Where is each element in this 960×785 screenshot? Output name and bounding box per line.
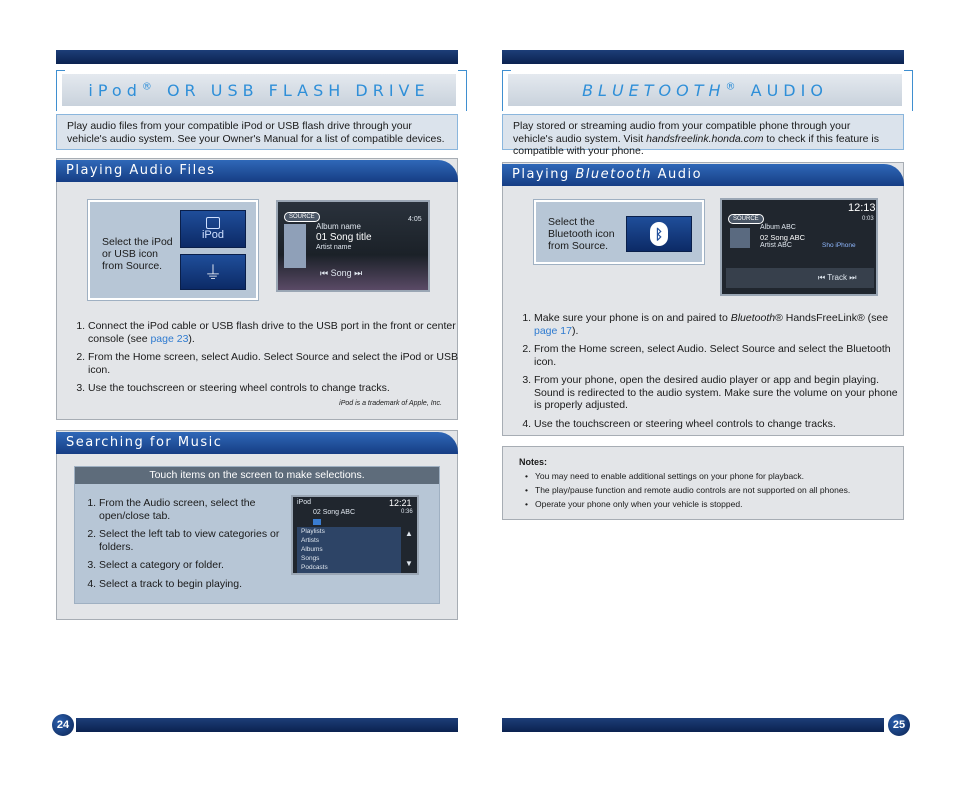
source-label: iPod — [297, 499, 312, 506]
playing-audio-header: Playing Audio Files — [56, 160, 458, 182]
searching-step-1: 1. From the Audio screen, select the open/close tab. — [99, 497, 299, 522]
searching-step-4: 4. Select a track to begin playing. — [99, 578, 299, 591]
mode-label: Song — [330, 268, 352, 278]
bt-track-controls[interactable]: ⏮ Track ⏭ — [818, 273, 857, 282]
artist-name: Artist name — [316, 244, 352, 251]
song-controls[interactable]: ⏮ Song ⏭ — [320, 268, 363, 278]
section-title: iPod® OR USB FLASH DRIVE — [88, 80, 430, 100]
searching-steps — [73, 497, 299, 596]
bt-step-4: 4. Use the touchscreen or steering wheel controls to change tracks. — [534, 418, 904, 431]
searching-header: Searching for Music — [56, 432, 458, 454]
track-time: 4:05 — [408, 216, 422, 223]
bt-source-button[interactable]: SOURCE — [728, 214, 764, 224]
bt-steps — [508, 312, 904, 436]
open-close-tab[interactable] — [313, 519, 321, 525]
page-number-right: 25 — [888, 714, 910, 736]
list-item[interactable]: Artists — [301, 537, 320, 544]
list-item[interactable]: Songs — [301, 555, 320, 562]
bt-playing-header: Playing Bluetooth Audio — [502, 164, 904, 186]
bluetooth-tile[interactable] — [626, 216, 692, 252]
usb-icon: ⏚ — [204, 263, 222, 283]
list-item[interactable]: Podcasts — [301, 564, 328, 571]
bt-artist: Artist ABC — [760, 242, 792, 249]
note-item: • The play/pause function and remote audio controls are not supported on all phones. — [535, 485, 905, 495]
bt-step-3: 3. From your phone, open the desired audio player or app and begin playing. Sound is redirected to the audio system. Make sure the volume on your phone is properly adjusted. — [534, 374, 904, 412]
bt-callout — [534, 200, 704, 264]
bt-title-bracket-right — [904, 70, 913, 111]
trademark-note: iPod is a trademark of Apple, Inc. — [339, 400, 442, 407]
searching-box — [74, 466, 440, 604]
ipod-list-screen — [291, 495, 419, 575]
elapsed-time: 0:36 — [401, 509, 413, 515]
ipod-audio-screen — [276, 200, 430, 292]
source-button[interactable]: SOURCE — [284, 212, 320, 222]
bt-title-box — [508, 74, 902, 106]
playing-step-1: 1. Connect the iPod cable or USB flash drive to the USB port in the front or center console (see page 23). — [88, 320, 468, 345]
notes-panel — [502, 446, 904, 520]
clock: 12:21 — [389, 498, 412, 508]
bt-audio-screen — [720, 198, 878, 296]
honda-link[interactable]: handsfreelink.honda.com — [646, 132, 764, 145]
intro-text: Play audio files from your compatible iPod or USB flash drive through your vehicle's audio system. See your Owner's Manual for a list of compatible devices. — [56, 114, 458, 150]
playing-step-3: 3. Use the touchscreen or steering wheel controls to change tracks. — [88, 382, 468, 395]
bt-control-bar — [726, 268, 874, 288]
bottom-bar-left — [76, 718, 458, 732]
usb-tile[interactable] — [180, 254, 246, 290]
note-item: • Operate your phone only when your vehicle is stopped. — [535, 499, 905, 509]
song-title: 01 Song title — [316, 232, 372, 243]
list-item[interactable]: Albums — [301, 546, 323, 553]
scroll-up-icon[interactable]: ▲ — [405, 529, 413, 538]
bluetooth-icon: ᛒ — [650, 222, 668, 246]
page-number-left: 24 — [52, 714, 74, 736]
list-item[interactable]: Playlists — [301, 528, 325, 535]
page-23-link[interactable]: page 23 — [150, 332, 189, 345]
ipod-tile[interactable] — [180, 210, 246, 248]
bt-intro-text: Play stored or streaming audio from your compatible phone through your vehicle's audio system. Visit handsfreelink.honda.com to check if this feature is compatible with your phone. — [502, 114, 904, 150]
searching-banner: Touch items on the screen to make selections. — [75, 467, 439, 484]
note-item: • You may need to enable additional settings on your phone for playback. — [535, 471, 905, 481]
title-bracket-right — [458, 70, 467, 111]
section-title-box — [62, 74, 456, 106]
ipod-icon — [206, 217, 220, 229]
top-bar-left — [56, 50, 458, 64]
bt-clock: 12:13 — [848, 202, 876, 214]
bt-album: Album ABC — [760, 224, 796, 231]
bt-track-time: 0:03 — [862, 216, 874, 222]
playing-step-2: 2. From the Home screen, select Audio. Select Source and select the iPod or USB icon. — [88, 351, 468, 376]
bt-step-2: 2. From the Home screen, select Audio. Select Source and select the Bluetooth icon. — [534, 343, 904, 368]
searching-step-2: 2. Select the left tab to view categories or folders. — [99, 528, 299, 553]
bottom-bar-right — [502, 718, 884, 732]
notes-list — [521, 471, 905, 513]
current-song: 02 Song ABC — [313, 509, 356, 516]
ipod-tile-label: iPod — [201, 229, 225, 241]
top-bar-right — [502, 50, 904, 64]
album-art — [284, 224, 306, 268]
album-name: Album name — [316, 222, 361, 231]
bt-section-title: BLUETOOTH® AUDIO — [582, 80, 828, 100]
category-list — [297, 527, 401, 573]
scroll-down-icon[interactable]: ▼ — [405, 559, 413, 568]
page-17-link[interactable]: page 17 — [534, 324, 572, 337]
ipod-callout-text: Select the iPod or USB icon from Source. — [102, 236, 173, 272]
bt-callout-text: Select the Bluetooth icon from Source. — [548, 216, 615, 252]
bt-track: 02 Song ABC — [760, 233, 806, 242]
searching-step-3: 3. Select a category or folder. — [99, 559, 299, 572]
bt-phone-name: Sho iPhone — [822, 242, 856, 249]
bt-album-art — [730, 228, 750, 248]
notes-title: Notes: — [519, 457, 548, 467]
bt-mode-label: Track — [827, 273, 847, 282]
playing-steps — [62, 320, 468, 401]
ipod-callout — [88, 200, 258, 300]
bt-step-1: 1. Make sure your phone is on and paired to Bluetooth® HandsFreeLink® (see page 17). — [534, 312, 904, 337]
